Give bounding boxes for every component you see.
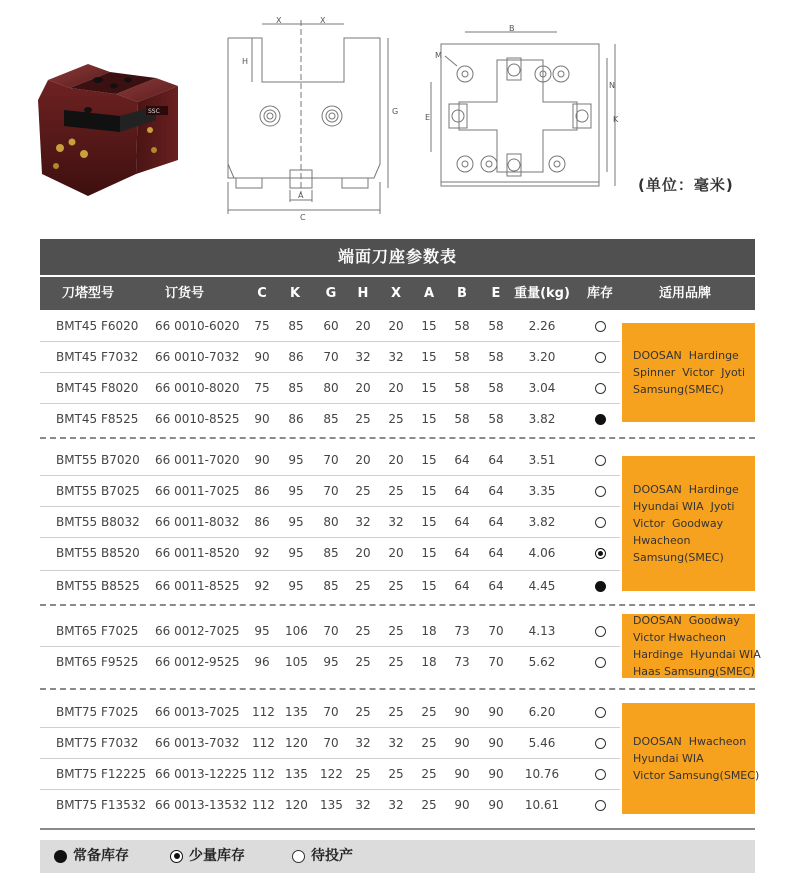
cell-a: 15: [421, 453, 437, 467]
cell-k: 86: [288, 412, 304, 426]
cell-a: 15: [421, 484, 437, 498]
table-header: [40, 277, 755, 310]
empty-circle-icon: [595, 455, 606, 466]
cell-x: 25: [388, 655, 404, 669]
cell-b: 90: [454, 736, 470, 750]
table-row: [40, 759, 620, 790]
cell-e: 90: [488, 798, 504, 812]
dotted-circle-icon: [170, 850, 183, 863]
cell-stock: [588, 311, 612, 342]
cell-w: 3.35: [528, 484, 556, 498]
table-row: [40, 647, 620, 678]
filled-circle-icon: [54, 850, 67, 863]
cell-g: 70: [323, 484, 339, 498]
table-row: [40, 373, 620, 404]
cell-k: 86: [288, 350, 304, 364]
stock-legend: [40, 840, 755, 873]
table-row: [40, 697, 620, 728]
cell-e: 58: [488, 319, 504, 333]
cell-h: 25: [355, 579, 371, 593]
cell-order: 66 0010-8020: [155, 381, 240, 395]
cell-stock: [588, 538, 612, 569]
brand-line: Samsung(SMEC): [633, 551, 724, 564]
dim-e: E: [425, 113, 431, 122]
cell-e: 70: [488, 655, 504, 669]
header-order-no: 订货号: [165, 286, 205, 301]
cell-w: 3.82: [528, 412, 556, 426]
dim-x1: X: [276, 16, 282, 25]
cell-k: 135: [285, 705, 308, 719]
cell-x: 25: [388, 579, 404, 593]
brand-line: Samsung(SMEC): [633, 383, 724, 396]
dim-n: N: [609, 81, 615, 90]
cell-e: 58: [488, 381, 504, 395]
filled-circle-icon: [595, 581, 606, 592]
cell-e: 58: [488, 350, 504, 364]
cell-k: 105: [285, 655, 308, 669]
cell-order: 66 0012-7025: [155, 624, 240, 638]
cell-c: 95: [254, 624, 270, 638]
cell-w: 6.20: [528, 705, 556, 719]
cell-g: 85: [323, 412, 339, 426]
cell-k: 95: [288, 453, 304, 467]
cell-g: 70: [323, 736, 339, 750]
svg-text:SSC: SSC: [148, 108, 160, 115]
cell-x: 20: [388, 319, 404, 333]
brand-line: Victor Hwacheon: [633, 631, 726, 644]
cell-w: 4.06: [528, 546, 556, 560]
cell-x: 25: [388, 767, 404, 781]
cell-stock: [588, 342, 612, 373]
cell-c: 90: [254, 412, 270, 426]
cell-g: 85: [323, 546, 339, 560]
cell-order: 66 0011-8520: [155, 546, 240, 560]
cell-k: 120: [285, 736, 308, 750]
cell-model: BMT75 F12225: [56, 767, 147, 781]
empty-circle-icon: [292, 850, 305, 863]
cell-c: 92: [254, 546, 270, 560]
dim-b: B: [509, 24, 515, 33]
cell-g: 80: [323, 515, 339, 529]
empty-circle-icon: [595, 769, 606, 780]
table-row: [40, 616, 620, 647]
header-stock: 库存: [586, 286, 613, 301]
cell-h: 32: [355, 736, 371, 750]
cell-order: 66 0011-7025: [155, 484, 240, 498]
cell-b: 64: [454, 546, 470, 560]
cell-model: BMT75 F7025: [56, 705, 139, 719]
cell-h: 20: [355, 546, 371, 560]
cell-w: 10.76: [524, 767, 560, 781]
header-b: B: [457, 286, 467, 301]
cell-k: 120: [285, 798, 308, 812]
cell-stock: [588, 647, 612, 678]
cell-order: 66 0012-9525: [155, 655, 240, 669]
table-row: [40, 507, 620, 538]
cell-model: BMT45 F6020: [56, 319, 139, 333]
cell-stock: [588, 476, 612, 507]
cell-k: 85: [288, 319, 304, 333]
cell-order: 66 0010-8525: [155, 412, 240, 426]
empty-circle-icon: [595, 383, 606, 394]
cell-x: 25: [388, 624, 404, 638]
cell-g: 70: [323, 350, 339, 364]
front-view-drawing: [218, 14, 400, 222]
brand-box: [622, 614, 761, 678]
cell-model: BMT55 B8032: [56, 515, 140, 529]
cell-stock: [588, 759, 612, 790]
cell-h: 25: [355, 655, 371, 669]
empty-circle-icon: [595, 486, 606, 497]
cell-e: 64: [488, 515, 504, 529]
cell-order: 66 0011-8032: [155, 515, 240, 529]
group-divider: [40, 604, 755, 606]
cell-h: 25: [355, 412, 371, 426]
empty-circle-icon: [595, 626, 606, 637]
brand-line: DOOSAN Hardinge: [633, 483, 739, 496]
table-row: [40, 476, 620, 507]
cell-e: 90: [488, 736, 504, 750]
dim-a: A: [298, 191, 304, 200]
cell-k: 85: [288, 381, 304, 395]
brand-box: [622, 703, 760, 814]
cell-b: 64: [454, 453, 470, 467]
cell-w: 5.62: [528, 655, 556, 669]
cell-h: 20: [355, 319, 371, 333]
cell-h: 25: [355, 705, 371, 719]
cell-x: 20: [388, 546, 404, 560]
cell-x: 25: [388, 484, 404, 498]
cell-h: 25: [355, 767, 371, 781]
cell-e: 64: [488, 484, 504, 498]
cell-stock: [588, 616, 612, 647]
cell-a: 25: [421, 705, 437, 719]
cell-g: 70: [323, 624, 339, 638]
cell-x: 32: [388, 736, 404, 750]
table-row: [40, 571, 620, 602]
cell-a: 18: [421, 655, 437, 669]
cell-b: 64: [454, 579, 470, 593]
cell-b: 58: [454, 319, 470, 333]
cell-c: 90: [254, 350, 270, 364]
cell-w: 5.46: [528, 736, 556, 750]
cell-stock: [588, 571, 612, 602]
cell-a: 15: [421, 579, 437, 593]
cell-k: 95: [288, 579, 304, 593]
cell-k: 95: [288, 515, 304, 529]
header-g: G: [325, 286, 337, 301]
cell-model: BMT55 B8520: [56, 546, 140, 560]
brand-box: [622, 456, 755, 591]
empty-circle-icon: [595, 517, 606, 528]
brand-line: Victor Goodway: [633, 517, 724, 530]
cell-b: 90: [454, 767, 470, 781]
cell-x: 25: [388, 705, 404, 719]
empty-circle-icon: [595, 707, 606, 718]
cell-w: 4.45: [528, 579, 556, 593]
cell-e: 64: [488, 546, 504, 560]
cell-g: 80: [323, 381, 339, 395]
cell-x: 32: [388, 350, 404, 364]
cell-g: 122: [320, 767, 343, 781]
cell-c: 96: [254, 655, 270, 669]
cell-c: 112: [252, 767, 275, 781]
cell-b: 73: [454, 624, 470, 638]
header-weight: 重量(kg): [514, 286, 570, 301]
cell-b: 73: [454, 655, 470, 669]
cell-order: 66 0013-7025: [155, 705, 240, 719]
cell-e: 70: [488, 624, 504, 638]
header-x: X: [390, 286, 402, 301]
cell-order: 66 0011-7020: [155, 453, 240, 467]
header-brands: 适用品牌: [658, 286, 711, 301]
cell-e: 90: [488, 705, 504, 719]
cell-w: 3.20: [528, 350, 556, 364]
cell-w: 3.82: [528, 515, 556, 529]
cell-model: BMT45 F7032: [56, 350, 139, 364]
cell-stock: [588, 728, 612, 759]
cell-c: 90: [254, 453, 270, 467]
cell-b: 90: [454, 798, 470, 812]
empty-circle-icon: [595, 657, 606, 668]
dotted-circle-icon: [595, 548, 606, 559]
cell-g: 85: [323, 579, 339, 593]
filled-circle-icon: [595, 414, 606, 425]
table-row: [40, 342, 620, 373]
cell-b: 90: [454, 705, 470, 719]
cell-a: 25: [421, 736, 437, 750]
cell-order: 66 0010-6020: [155, 319, 240, 333]
cell-k: 135: [285, 767, 308, 781]
brand-line: Hwacheon: [633, 534, 691, 547]
top-view-drawing: [425, 22, 620, 197]
cell-stock: [588, 373, 612, 404]
empty-circle-icon: [595, 800, 606, 811]
cell-c: 86: [254, 484, 270, 498]
cell-a: 25: [421, 798, 437, 812]
cell-a: 15: [421, 412, 437, 426]
cell-b: 58: [454, 412, 470, 426]
cell-stock: [588, 404, 612, 435]
cell-e: 90: [488, 767, 504, 781]
cell-model: BMT45 F8020: [56, 381, 139, 395]
cell-a: 15: [421, 381, 437, 395]
cell-g: 70: [323, 705, 339, 719]
cell-model: BMT65 F9525: [56, 655, 139, 669]
cell-order: 66 0013-12225: [155, 767, 248, 781]
cell-a: 15: [421, 350, 437, 364]
dim-m: M: [435, 51, 442, 60]
cell-stock: [588, 507, 612, 538]
legend-none: 待投产: [292, 840, 353, 873]
cell-a: 15: [421, 546, 437, 560]
table-row: [40, 728, 620, 759]
cell-k: 95: [288, 484, 304, 498]
cell-x: 20: [388, 381, 404, 395]
cell-w: 3.51: [528, 453, 556, 467]
cell-w: 3.04: [528, 381, 556, 395]
cell-a: 15: [421, 515, 437, 529]
cell-h: 32: [355, 350, 371, 364]
cell-stock: [588, 445, 612, 476]
brand-box: [622, 323, 755, 422]
cell-model: BMT75 F7032: [56, 736, 139, 750]
table-row: [40, 311, 620, 342]
cell-order: 66 0013-13532: [155, 798, 248, 812]
cell-e: 58: [488, 412, 504, 426]
legend-low: 少量库存: [170, 840, 245, 873]
cell-c: 112: [252, 798, 275, 812]
brand-line: DOOSAN Goodway: [633, 614, 740, 627]
cell-w: 10.61: [524, 798, 560, 812]
table-row: [40, 538, 620, 569]
product-photo: [28, 50, 186, 200]
cell-h: 20: [355, 453, 371, 467]
brand-line: Hyundai WIA Jyoti: [633, 500, 735, 513]
dim-g: G: [392, 107, 399, 116]
cell-c: 92: [254, 579, 270, 593]
header-a: A: [423, 286, 435, 301]
cell-c: 86: [254, 515, 270, 529]
dim-h: H: [242, 57, 249, 66]
cell-order: 66 0013-7032: [155, 736, 240, 750]
cell-order: 66 0011-8525: [155, 579, 240, 593]
table-bottom-line: [40, 828, 755, 830]
cell-x: 32: [388, 515, 404, 529]
cell-b: 64: [454, 515, 470, 529]
table-title: 端面刀座参数表: [40, 239, 755, 275]
cell-model: BMT55 B7020: [56, 453, 140, 467]
table-row: [40, 790, 620, 821]
dim-c: C: [300, 213, 306, 222]
brand-line: Haas Samsung(SMEC): [633, 665, 755, 678]
cell-h: 25: [355, 484, 371, 498]
dim-x2: X: [320, 16, 326, 25]
header-c: C: [257, 286, 267, 301]
cell-model: BMT45 F8525: [56, 412, 139, 426]
cell-b: 64: [454, 484, 470, 498]
group-divider: [40, 688, 755, 690]
brand-line: Victor Samsung(SMEC): [633, 769, 760, 782]
cell-model: BMT75 F13532: [56, 798, 147, 812]
cell-stock: [588, 697, 612, 728]
cell-model: BMT55 B7025: [56, 484, 140, 498]
cell-h: 25: [355, 624, 371, 638]
cell-k: 106: [285, 624, 308, 638]
empty-circle-icon: [595, 321, 606, 332]
cell-e: 64: [488, 453, 504, 467]
cell-a: 25: [421, 767, 437, 781]
legend-full: 常备库存: [54, 840, 129, 873]
cell-order: 66 0010-7032: [155, 350, 240, 364]
header-e: E: [491, 286, 501, 301]
cell-w: 2.26: [528, 319, 556, 333]
brand-line: Spinner Victor Jyoti: [633, 366, 746, 379]
cell-h: 32: [355, 798, 371, 812]
unit-note: (单位：毫米): [638, 176, 734, 194]
brand-line: DOOSAN Hwacheon: [633, 735, 747, 748]
brand-line: DOOSAN Hardinge: [633, 349, 739, 362]
cell-x: 25: [388, 412, 404, 426]
cell-c: 112: [252, 705, 275, 719]
cell-b: 58: [454, 350, 470, 364]
cell-stock: [588, 790, 612, 821]
cell-g: 70: [323, 453, 339, 467]
cell-w: 4.13: [528, 624, 556, 638]
group-divider: [40, 437, 755, 439]
table-row: [40, 404, 620, 435]
cell-k: 95: [288, 546, 304, 560]
cell-model: BMT65 F7025: [56, 624, 139, 638]
header-k: K: [289, 286, 301, 301]
cell-c: 75: [254, 319, 270, 333]
table-row: [40, 445, 620, 476]
cell-g: 135: [320, 798, 343, 812]
cell-a: 15: [421, 319, 437, 333]
cell-c: 112: [252, 736, 275, 750]
brand-line: Hardinge Hyundai WIA: [633, 648, 761, 661]
empty-circle-icon: [595, 352, 606, 363]
cell-h: 32: [355, 515, 371, 529]
cell-b: 58: [454, 381, 470, 395]
brand-line: Hyundai WIA: [633, 752, 704, 765]
cell-g: 95: [323, 655, 339, 669]
cell-e: 64: [488, 579, 504, 593]
cell-model: BMT55 B8525: [56, 579, 140, 593]
cell-x: 20: [388, 453, 404, 467]
cell-c: 75: [254, 381, 270, 395]
header-model: 刀塔型号: [62, 286, 115, 301]
cell-a: 18: [421, 624, 437, 638]
dim-k: K: [613, 115, 619, 124]
cell-x: 32: [388, 798, 404, 812]
empty-circle-icon: [595, 738, 606, 749]
header-h: H: [357, 286, 369, 301]
cell-g: 60: [323, 319, 339, 333]
cell-h: 20: [355, 381, 371, 395]
